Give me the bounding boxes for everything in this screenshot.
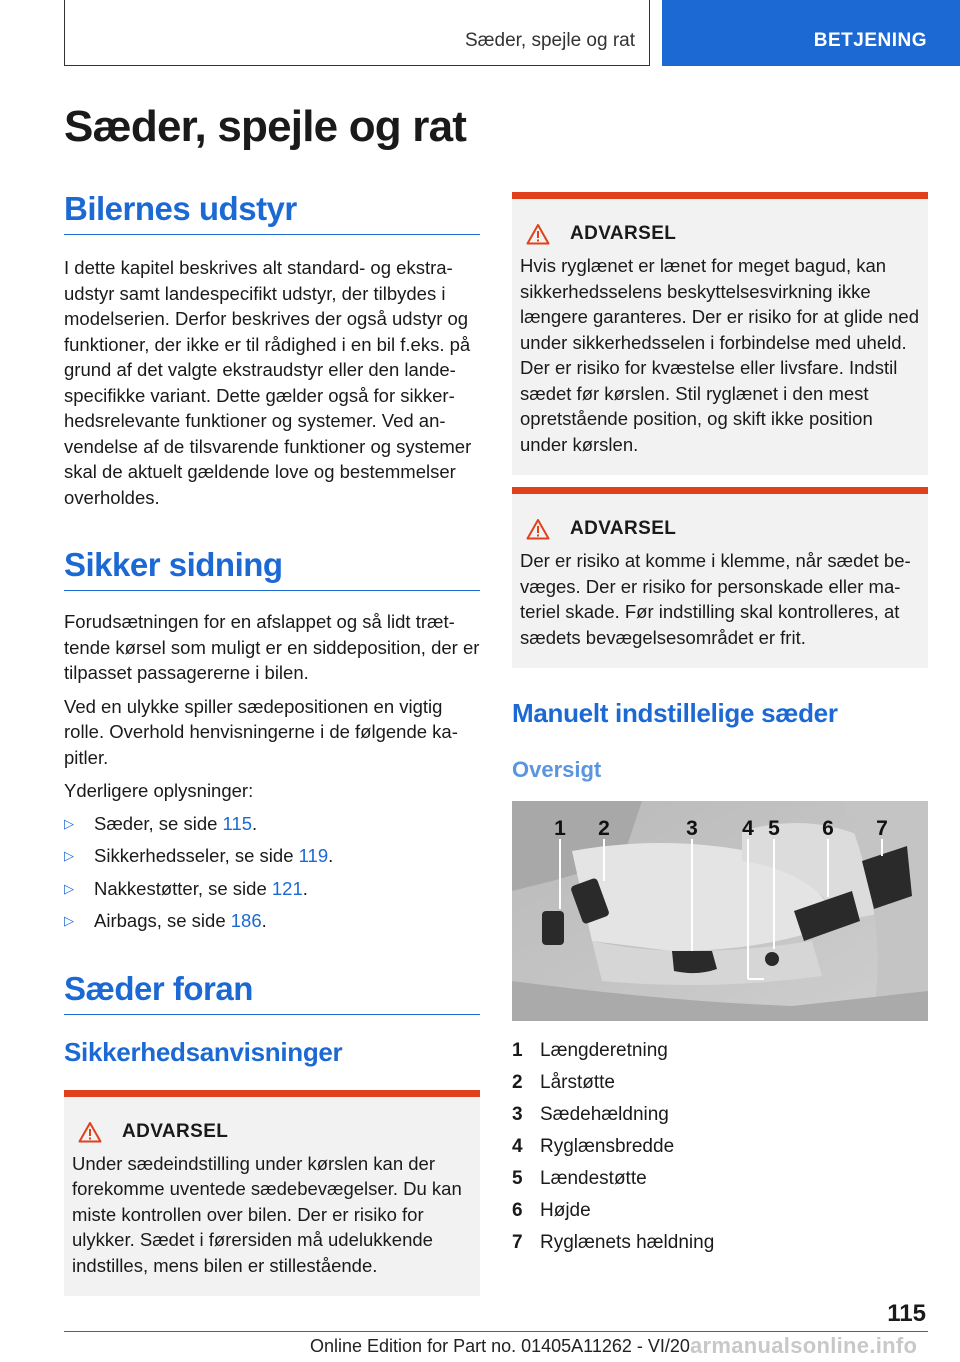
warning-box [64, 1090, 480, 1297]
legend-number: 1 [512, 1040, 523, 1061]
legend-label: Længderetning [540, 1040, 668, 1061]
list-item-text: Sikkerhedsseler, se side [94, 845, 299, 866]
legend-row [512, 1131, 928, 1163]
page-link[interactable]: 119 [298, 845, 329, 866]
legend-number: 5 [512, 1168, 523, 1189]
legend-row [512, 1227, 928, 1259]
legend-row [512, 1035, 928, 1067]
footer-divider [64, 1331, 928, 1332]
heading-manuelt-indstillelige: Manuelt indstillelige sæder [512, 698, 838, 728]
legend-label: Ryglænets hældning [540, 1232, 715, 1253]
legend-row [512, 1163, 928, 1195]
warning-text: Der er risiko at komme i klemme, når sædet bevæges. Der er risiko for personskade eller materiel skade. Før indstilling skal kontrolleres, at sædets bevægelsesområdet er frit. [520, 550, 911, 648]
warning-box [512, 192, 928, 475]
header-section-title: Sæder, spejle og rat [464, 30, 635, 51]
callout-7: 7 [876, 817, 888, 840]
list-item: ▷ Sæder, se side 115. [64, 811, 480, 837]
warning-text: Hvis ryglænet er lænet for meget bagud, kan sikkerhedsselens beskyttelsesvirkning ikke længere garanteres. Der er risiko for at glide ned under sikkerhedsselen i forbindelse med uheld. Der er risiko for kvæstelse eller livsfare. Indstil sædet før kørslen. Stil ryglænet i den mest opretstående position, og skift ikke position under kørslen. [520, 255, 919, 455]
legend-number: 3 [512, 1104, 523, 1125]
list-item: ▷ Nakkestøtter, se side 121. [64, 876, 480, 902]
paragraph-sikker-sidning-2: Ved en ulykke spiller sædepositionen en vigtig rolle. Overhold henvisningerne i de følgende kapitler. [64, 695, 458, 768]
legend-label: Højde [540, 1200, 591, 1221]
legend-label: Lændestøtte [540, 1168, 647, 1189]
warning-label: ADVARSEL [570, 518, 677, 539]
triangle-bullet-icon: ▷ [64, 848, 74, 863]
warning-text: Under sædeindstilling under kørslen kan der forekomme uventede sædebevægelser. Du kan miste kontrollen over bilen. Der er risiko for ulykker. Sædet i førersiden må udelukkende indstilles, mens bilen er stillestående. [72, 1152, 462, 1276]
warning-label: ADVARSEL [122, 1120, 229, 1142]
heading-bilernes-udstyr: Bilernes udstyr [64, 190, 480, 235]
legend-row [512, 1099, 928, 1131]
list-item: ▷ Sikkerhedsseler, se side 119. [64, 843, 480, 869]
triangle-bullet-icon: ▷ [64, 913, 74, 928]
warning-box [512, 487, 928, 668]
list-item-text: Nakkestøtter, se side [94, 877, 272, 899]
header-chapter-label: BETJENING [813, 30, 927, 51]
heading-oversigt: Oversigt [512, 757, 602, 782]
warning-triangle-icon [526, 223, 550, 245]
list-item: ▷ Airbags, se side 186. [64, 908, 480, 934]
warning-triangle-icon [526, 518, 550, 540]
page-title: Sæder, spejle og rat [64, 102, 467, 151]
legend-label: Ryglænsbredde [540, 1136, 675, 1157]
paragraph-bilernes-udstyr: I dette kapitel beskrives alt standard- og ekstraudstyr samt landespecifikt udstyr, der tilbydes i modelserien. Derfor beskrives der også udstyr og funktioner, der ikke er til rådighed i en bil f.eks. på grund af det valgte ekstraudstyr eller den landespecifikke variant. Dette gælder også for sikkerhedsrelevante funktioner og systemer. Ved anvendelse af de tilsvarende funktioner og systemer skal de aktuelt gældende love og bestemmelser overholdes. [64, 257, 472, 508]
callout-5: 5 [768, 817, 780, 840]
footer-edition: Online Edition for Part no. 01405A11262 - VI/20 [310, 1336, 690, 1356]
heading-sikkerhedsanvisninger: Sikkerhedsanvisninger [64, 1036, 343, 1067]
warning-title [72, 1121, 472, 1143]
legend-row [512, 1195, 928, 1227]
list-item-text: Sæder, se side [94, 812, 223, 834]
header-section-box [64, 0, 650, 66]
heading-sikker-sidning: Sikker sidning [64, 546, 480, 591]
page-number: 115 [887, 1300, 926, 1327]
reference-list [64, 811, 480, 934]
page-link[interactable]: 115 [222, 812, 253, 834]
warning-title [520, 518, 920, 540]
page-link[interactable]: 186 [230, 910, 262, 931]
legend-label: Sædehældning [540, 1104, 669, 1125]
page-link[interactable]: 121 [271, 877, 303, 899]
paragraph-sikker-sidning-1: Forudsætningen for en afslappet og så lidt trættende kørsel som muligt er en siddeposition, der er tilpasset passagererne i bilen. [64, 611, 480, 683]
legend-number: 2 [512, 1072, 523, 1093]
callout-3: 3 [686, 817, 698, 840]
figure-legend [512, 1035, 928, 1259]
left-column [64, 190, 480, 1296]
heading-saeder-foran: Sæder foran [64, 970, 480, 1015]
warning-label: ADVARSEL [570, 223, 677, 244]
seat-controls-figure [512, 801, 928, 1021]
callout-4: 4 [742, 817, 754, 840]
warning-title [520, 223, 920, 245]
callout-1: 1 [554, 817, 566, 840]
legend-label: Lårstøtte [540, 1072, 615, 1093]
legend-row [512, 1067, 928, 1099]
watermark: armanualsonline.info [690, 1333, 918, 1358]
warning-triangle-icon [78, 1121, 102, 1143]
legend-number: 6 [512, 1200, 523, 1221]
triangle-bullet-icon: ▷ [64, 815, 74, 831]
paragraph-more-info: Yderligere oplysninger: [64, 780, 254, 801]
header-chapter-tab[interactable] [662, 0, 960, 66]
callout-2: 2 [598, 817, 610, 840]
legend-number: 4 [512, 1136, 523, 1157]
triangle-bullet-icon: ▷ [64, 880, 74, 896]
legend-number: 7 [512, 1232, 523, 1253]
list-item-text: Airbags, se side [94, 910, 231, 931]
callout-6: 6 [822, 817, 834, 840]
right-column [512, 192, 928, 1259]
